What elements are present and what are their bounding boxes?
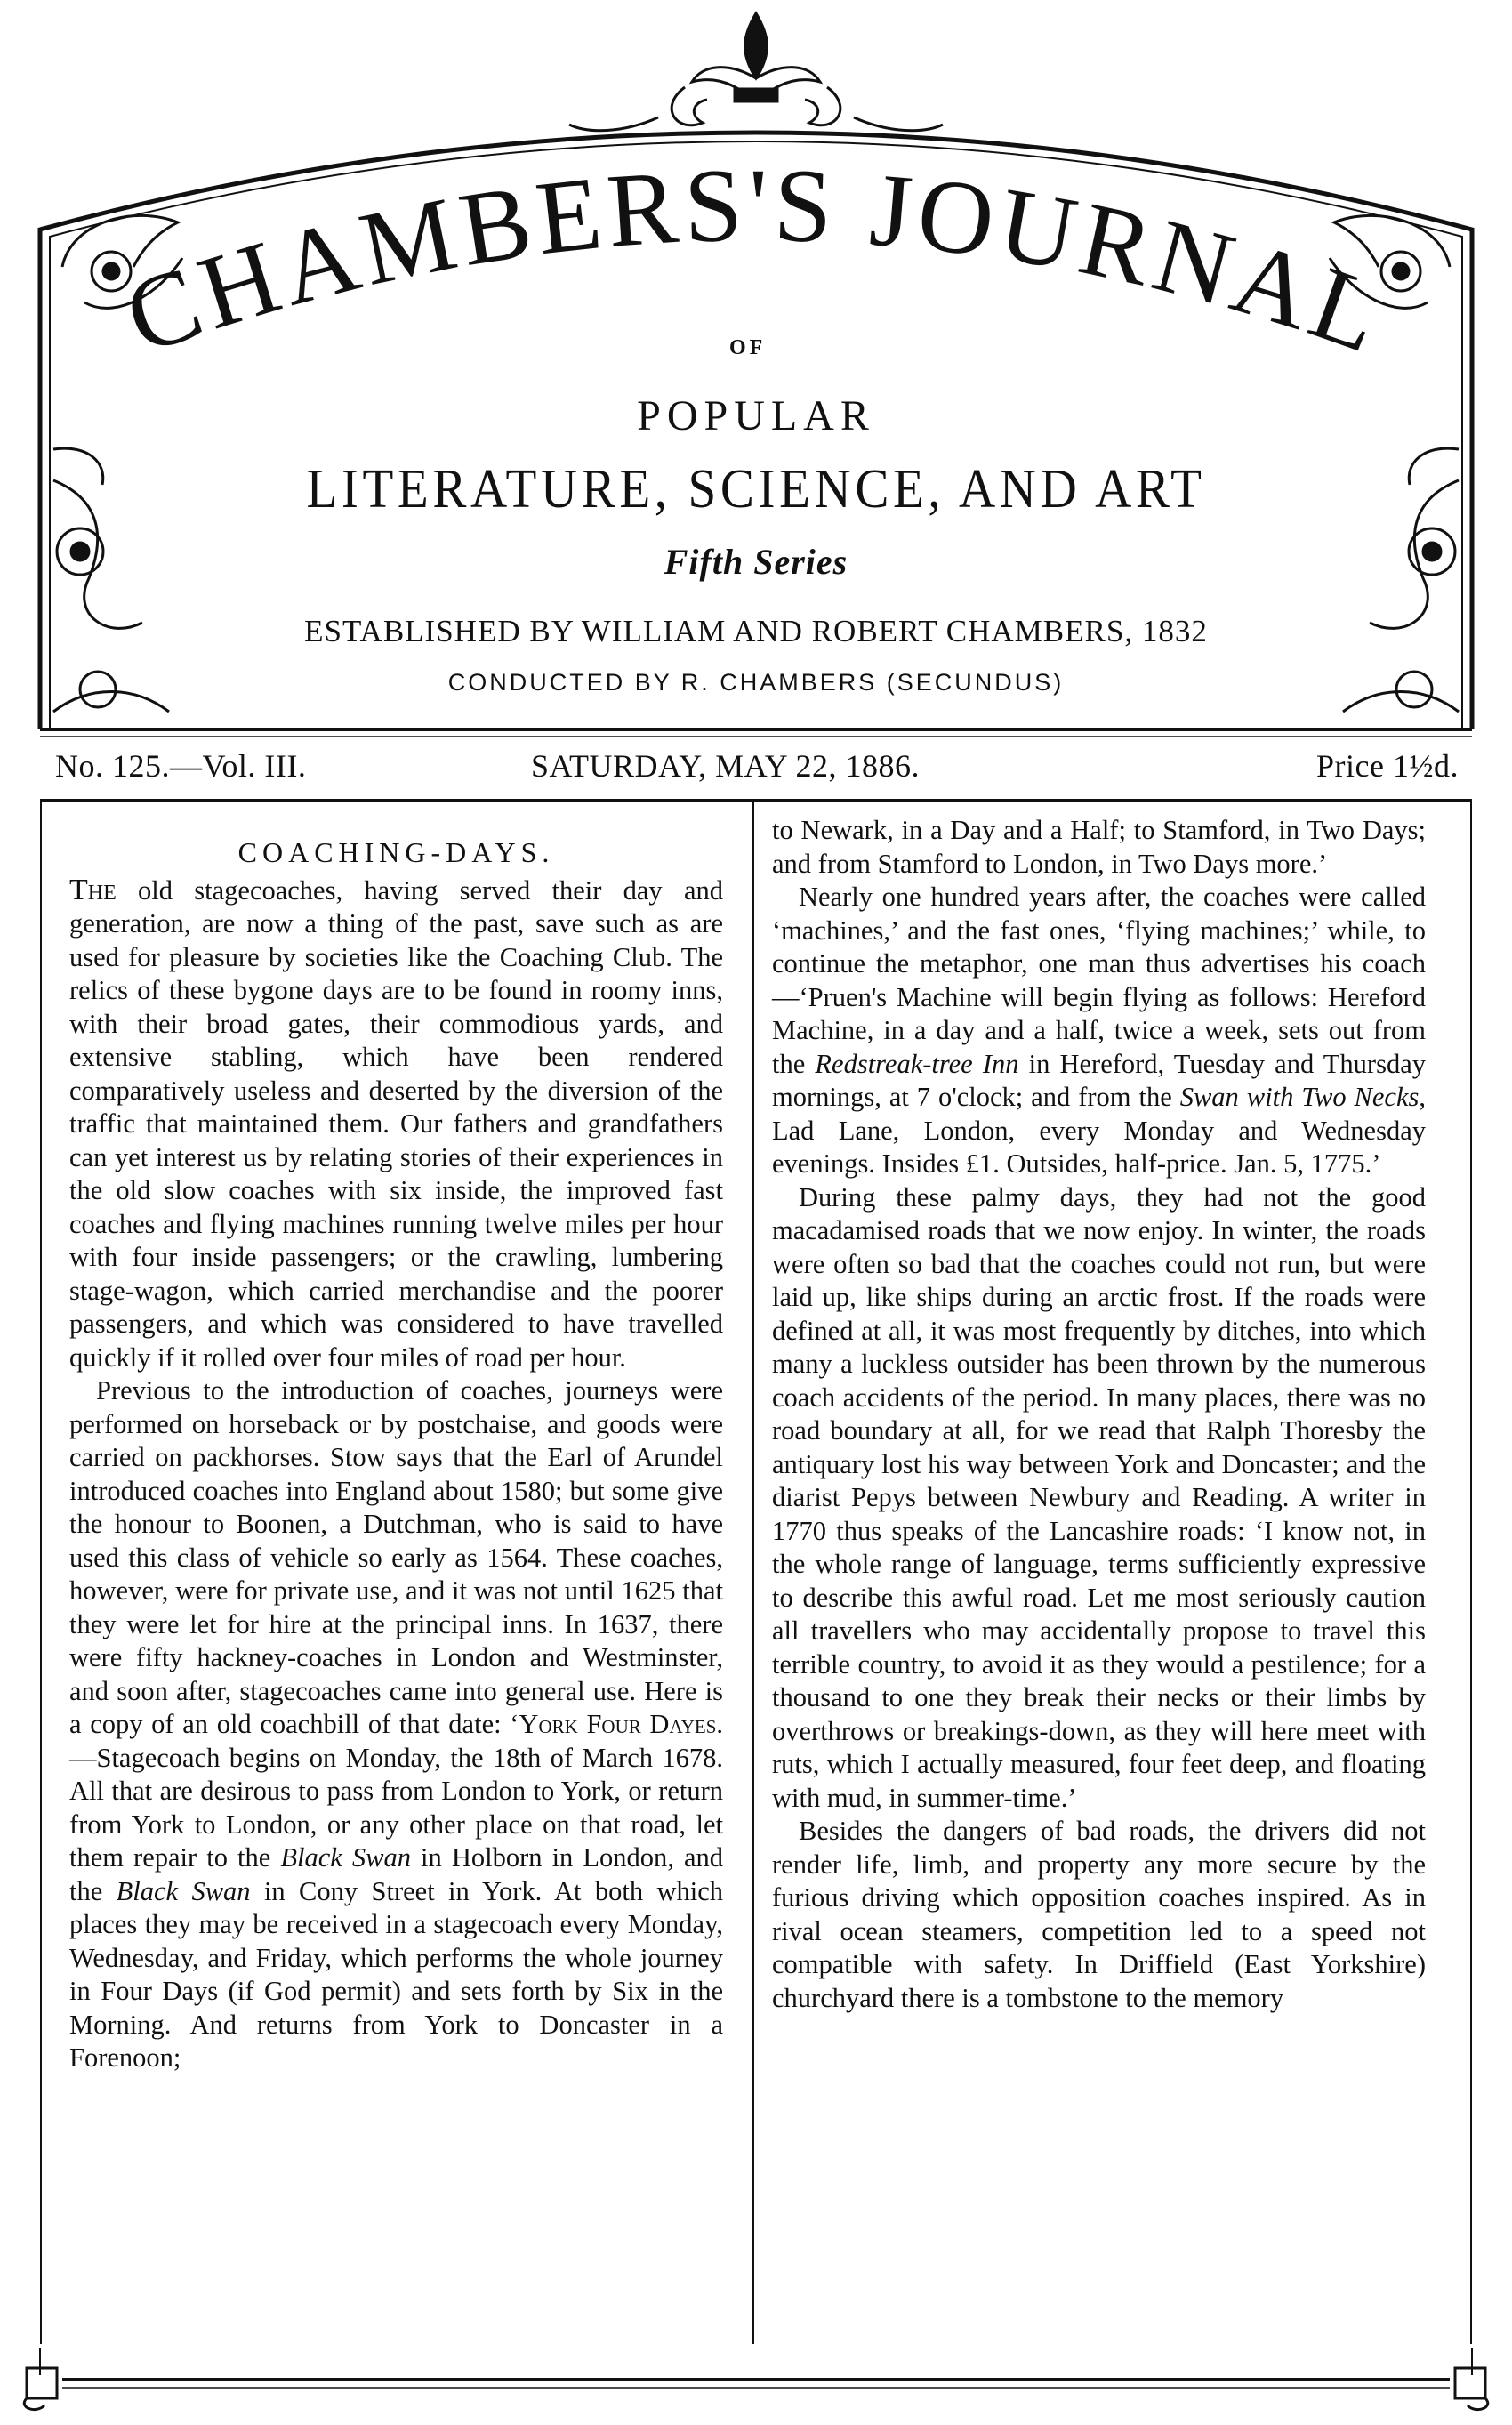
right-paragraph-2: During these palmy days, they had not the good macadamised roads that we now enjoy. In winter, the roads were often so bad that the coaches could not run, but were laid up, like ships during an arctic frost. If the roads were defined at all, it was most frequently by ditches, into which many a luckless outsider has been thrown by the numerous coach accidents of the period. In many places, there was no road boundary at all, for we read that Ralph Thoresby the antiquary lost his way between York and Doncaster; and the diarist Pepys between Newbury and Reading. A writer in 1770 thus speaks of the Lancashire roads: ‘I know not, in the whole range of language, terms sufficiently expressive to describe this awful road. Let me most seriously caution all travellers who may accidentally propose to travel this terrible country, to avoid it as they would a pestilence; for a thousand to one they break their necks or their limbs by overthrows or breakings-down, as they will here meet with ruts, which I actually measured, four feet deep, and floating with mud, in summer-time.’ xyxy=(772,1181,1426,1813)
article-heading: COACHING-DAYS. xyxy=(237,836,555,868)
right-paragraph-1 xyxy=(772,881,1426,1181)
footer-border xyxy=(0,2348,1512,2421)
right-paragraph-3: Besides the dangers of bad roads, the drivers did not render life, limb, and property any more secure by the furious driving which opposition coaches inspired. As in rival ocean steamers, competition led to a speed not compatible with safety. In Driffield (East Yorkshire) churchyard there is a tombstone to the memory xyxy=(772,1816,1426,2013)
footer-ornament xyxy=(0,2348,1512,2421)
york-four-dayes: York Four Dayes. xyxy=(519,1709,723,1739)
masthead-conducted: CONDUCTED BY R. CHAMBERS (SECUNDUS) xyxy=(447,669,1065,696)
issue-date: SATURDAY, MAY 22, 1886. xyxy=(531,748,920,784)
left-p2-part-a: Previous to the introduction of coaches, journeys were performed on horseback or by postchaise, and goods were carried on packhorses. Stow says that the Earl of Arundel introduced coaches into England about 1580; but some give the honour to Boonen, a Dutchman, who is said to have used this class of vehicle so early as 1564. These coaches, however, were for private use, and it was not until 1625 that they were let for hire at the principal inns. In 1637, there were fifty hackney-coaches in London and Westminster, and soon after, stagecoaches came into general use. Here is a copy of an old coachbill of that date: ‘ xyxy=(69,1375,723,1739)
left-paragraph-2 xyxy=(69,1374,723,2075)
left-p2-part-c: in Holborn in London, and the xyxy=(69,1842,723,1906)
masthead-established: ESTABLISHED BY WILLIAM AND ROBERT CHAMBERS, 1832 xyxy=(304,614,1208,649)
left-p2-part-b: —Stagecoach begins on Monday, the 18th of March 1678. All that are desirous to pass from London to York, or return from York to London, or any other place on that road, let them repair to the xyxy=(69,1742,723,1873)
masthead-subtitle: LITERATURE, SCIENCE, AND ART xyxy=(306,459,1206,520)
right-p1-part-c: , Lad Lane, London, every Monday and Wednesday evenings. Insides £1. Outsides, half-price. Jan. 5, 1775.’ xyxy=(772,1082,1426,1179)
title-word-journal: JOURNAL xyxy=(865,150,1402,377)
masthead-of: OF xyxy=(729,336,767,359)
swan-two-necks: Swan with Two Necks xyxy=(1179,1082,1420,1112)
left-border xyxy=(40,801,42,2344)
right-column xyxy=(772,814,1426,2015)
left-column xyxy=(69,827,723,2075)
left-paragraph-1-text: old stagecoaches, having served their day and generation, are now a thing of the past, save such as are used for pleasure by societies like the Coaching Club. The relics of these bygone days are to be found in roomy inns, with their broad gates, their commodious yards, and extensive stabling, which have been rendered comparatively useless and deserted by the diversion of the traffic that maintained them. Our fathers and grandfathers can yet interest us by relating stories of their experiences in the old slow coaches with six inside, the improved fast coaches and flying machines running twelve miles per hour with four inside passengers; or the crawling, lumbering stage-wagon, which carried merchandise and the poorer passengers, and which was considered to have travelled quickly if it rolled over four miles of road per hour. xyxy=(69,874,723,1373)
drop-word: The xyxy=(69,873,117,906)
left-paragraph-1 xyxy=(69,874,723,1375)
issue-number: No. 125.—Vol. III. xyxy=(55,748,307,784)
black-swan-1: Black Swan xyxy=(280,1842,411,1873)
top-rule xyxy=(40,799,1472,802)
masthead-popular: POPULAR xyxy=(637,392,875,439)
masthead xyxy=(0,0,1512,738)
left-p2-part-d: in Cony Street in York. At both which places they may be received in a stagecoach every Monday, Wednesday, and Friday, which performs the whole journey in Four Days (if God permit) and sets forth by Six in the Morning. And returns from York to Doncaster in a Forenoon; xyxy=(69,1875,723,2073)
column-divider xyxy=(752,801,754,2344)
right-border xyxy=(1470,801,1472,2344)
fleur-de-lis-ornament xyxy=(569,13,943,131)
right-p1-part-b: in Hereford, Tuesday and Thursday mornings, at 7 o'clock; and from the xyxy=(772,1048,1426,1112)
right-paragraph-0: to Newark, in a Day and a Half; to Stamford, in Two Days; and from Stamford to London, in Two Days more.’ xyxy=(772,815,1426,879)
masthead-series: Fifth Series xyxy=(664,542,848,582)
title-word-chambers: CHAMBERS'S xyxy=(111,146,840,377)
redstreak-inn: Redstreak-tree Inn xyxy=(815,1048,1019,1079)
issue-line xyxy=(55,747,1459,788)
black-swan-2: Black Swan xyxy=(116,1875,251,1906)
right-p1-part-a: Nearly one hundred years after, the coaches were called ‘machines,’ and the fast ones, ‘flying machines;’ while, to continue the metaphor, one man thus advertises his coach—‘Pruen's Machine will begin flying as follows: Hereford Machine, in a day and a half, twice a week, sets out from the xyxy=(772,882,1426,1079)
issue-price: Price 1½d. xyxy=(1316,748,1459,784)
